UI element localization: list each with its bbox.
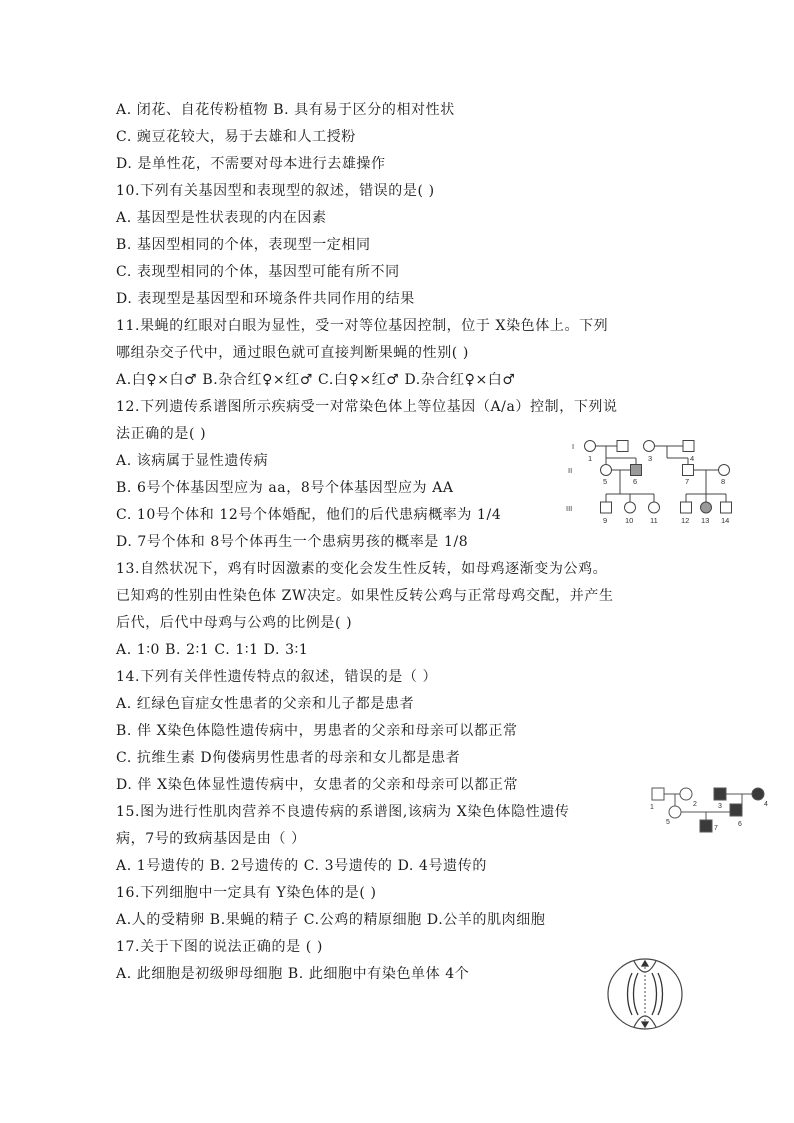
id-label: 7: [714, 825, 718, 832]
individual-2: [617, 441, 628, 452]
individual-5: [669, 806, 681, 818]
id-label: 3: [718, 803, 722, 810]
text-line: 13.自然状况下，鸡有时因激素的变化会发生性反转，如母鸡逐渐变为公鸡。: [116, 561, 608, 577]
id-label: 13: [701, 516, 710, 525]
text-line: 11.果蝇的红眼对白眼为显性，受一对等位基因控制，位于 X染色体上。下列: [116, 318, 609, 334]
id-label: 1: [650, 804, 654, 811]
text-line: D. 7号个体和 8号个体再生一个患病男孩的概率是 1/8: [116, 534, 469, 550]
individual-14: [721, 502, 732, 513]
id-label: 6: [633, 477, 638, 486]
text-line: D. 表现型是基因型和环境条件共同作用的结果: [116, 291, 415, 307]
text-line: A. 基因型是性状表现的内在因素: [116, 210, 327, 226]
individual-7: [683, 465, 694, 476]
pedigree-chart-q12: [566, 432, 746, 528]
id-label: 3: [648, 454, 653, 463]
individual-1: [585, 441, 596, 452]
individual-10: [625, 502, 636, 513]
text-line: A. 1号遗传的 B. 2号遗传的 C. 3号遗传的 D. 4号遗传的: [116, 858, 487, 874]
individual-12: [681, 502, 692, 513]
individual-6: [730, 804, 742, 816]
individual-8: [719, 465, 730, 476]
generation-label: II: [568, 466, 573, 475]
individual-7: [700, 820, 712, 832]
text-line: C. 豌豆花较大，易于去雄和人工授粉: [116, 129, 356, 145]
text-line: D. 伴 X染色体显性遗传病中，女患者的父亲和母亲可以都正常: [116, 777, 519, 793]
id-label: 10: [625, 516, 634, 525]
individual-4: [683, 441, 694, 452]
text-line: A. 红绿色盲症女性患者的父亲和儿子都是患者: [116, 696, 415, 712]
text-line: 17.关于下图的说法正确的是 ( ): [116, 939, 323, 955]
text-line: 12.下列遗传系谱图所示疾病受一对常染色体上等位基因（A/a）控制，下列说: [116, 399, 618, 415]
text-line: C. 10号个体和 12号个体婚配，他们的后代患病概率为 1/4: [116, 507, 502, 523]
text-line: 后代，后代中母鸡与公鸡的比例是( ): [116, 615, 353, 631]
text-line: B. 基因型相同的个体，表现型一定相同: [116, 237, 371, 253]
text-line: A. 此细胞是初级卵母细胞 B. 此细胞中有染色单体 4个: [116, 966, 470, 982]
id-label: 8: [721, 477, 726, 486]
id-label: 14: [721, 516, 730, 525]
id-label: 11: [650, 516, 658, 525]
individual-13: [701, 502, 712, 513]
id-label: 5: [603, 477, 608, 486]
text-line: 病，7号的致病基因是由（ ）: [116, 831, 306, 847]
id-label: 6: [738, 821, 742, 828]
text-line: 15.图为进行性肌肉营养不良遗传病的系谱图,该病为 X染色体隐性遗传: [116, 804, 570, 820]
text-line: 法正确的是( ): [116, 426, 207, 442]
generation-label: III: [566, 504, 573, 513]
text-line: C. 表现型相同的个体，基因型可能有所不同: [116, 264, 400, 280]
text-line: A. 闭花、自花传粉植物 B. 具有易于区分的相对性状: [116, 102, 455, 118]
individual-5: [601, 465, 612, 476]
individual-3: [644, 441, 655, 452]
text-line: B. 6号个体基因型应为 aa，8号个体基因型应为 AA: [116, 480, 454, 496]
text-line: A.白♀×白♂ B.杂合红♀×红♂ C.白♀×红♂ D.杂合红♀×白♂: [116, 372, 516, 388]
individual-2: [680, 788, 692, 800]
individual-4: [752, 788, 764, 800]
id-label: 4: [690, 454, 695, 463]
cell-division-diagram: [604, 953, 686, 1035]
generation-label: I: [572, 442, 575, 451]
text-line: 已知鸡的性别由性染色体 ZW决定。如果性反转公鸡与正常母鸡交配，并产生: [116, 588, 614, 604]
id-label: 4: [764, 801, 768, 808]
id-label: 5: [666, 819, 670, 826]
text-line: 14.下列有关伴性遗传特点的叙述，错误的是（ ）: [116, 669, 438, 685]
text-line: A. 该病属于显性遗传病: [116, 453, 269, 469]
text-line: 16.下列细胞中一定具有 Y染色体的是( ): [116, 885, 377, 901]
individual-11: [649, 502, 660, 513]
individual-1: [652, 788, 664, 800]
id-label: 9: [603, 516, 608, 525]
text-line: 哪组杂交子代中，通过眼色就可直接判断果蝇的性别( ): [116, 345, 469, 361]
text-line: 10.下列有关基因型和表现型的叙述，错误的是( ): [116, 183, 435, 199]
text-line: B. 伴 X染色体隐性遗传病中，男患者的父亲和母亲可以都正常: [116, 723, 518, 739]
id-label: 12: [681, 516, 690, 525]
text-line: C. 抗维生素 D佝偻病男性患者的母亲和女儿都是患者: [116, 750, 461, 766]
text-line: D. 是单性花，不需要对母本进行去雄操作: [116, 156, 386, 172]
id-label: 7: [685, 477, 690, 486]
individual-9: [601, 502, 612, 513]
text-line: A. 1∶0 B. 2∶1 C. 1∶1 D. 3∶1: [116, 642, 309, 658]
id-label: 1: [588, 454, 593, 463]
id-label: 2: [693, 801, 697, 808]
text-line: A.人的受精卵 B.果蝇的精子 C.公鸡的精原细胞 D.公羊的肌肉细胞: [116, 912, 546, 928]
individual-6: [631, 465, 642, 476]
individual-3: [714, 788, 726, 800]
pedigree-chart-q15: [648, 782, 772, 838]
